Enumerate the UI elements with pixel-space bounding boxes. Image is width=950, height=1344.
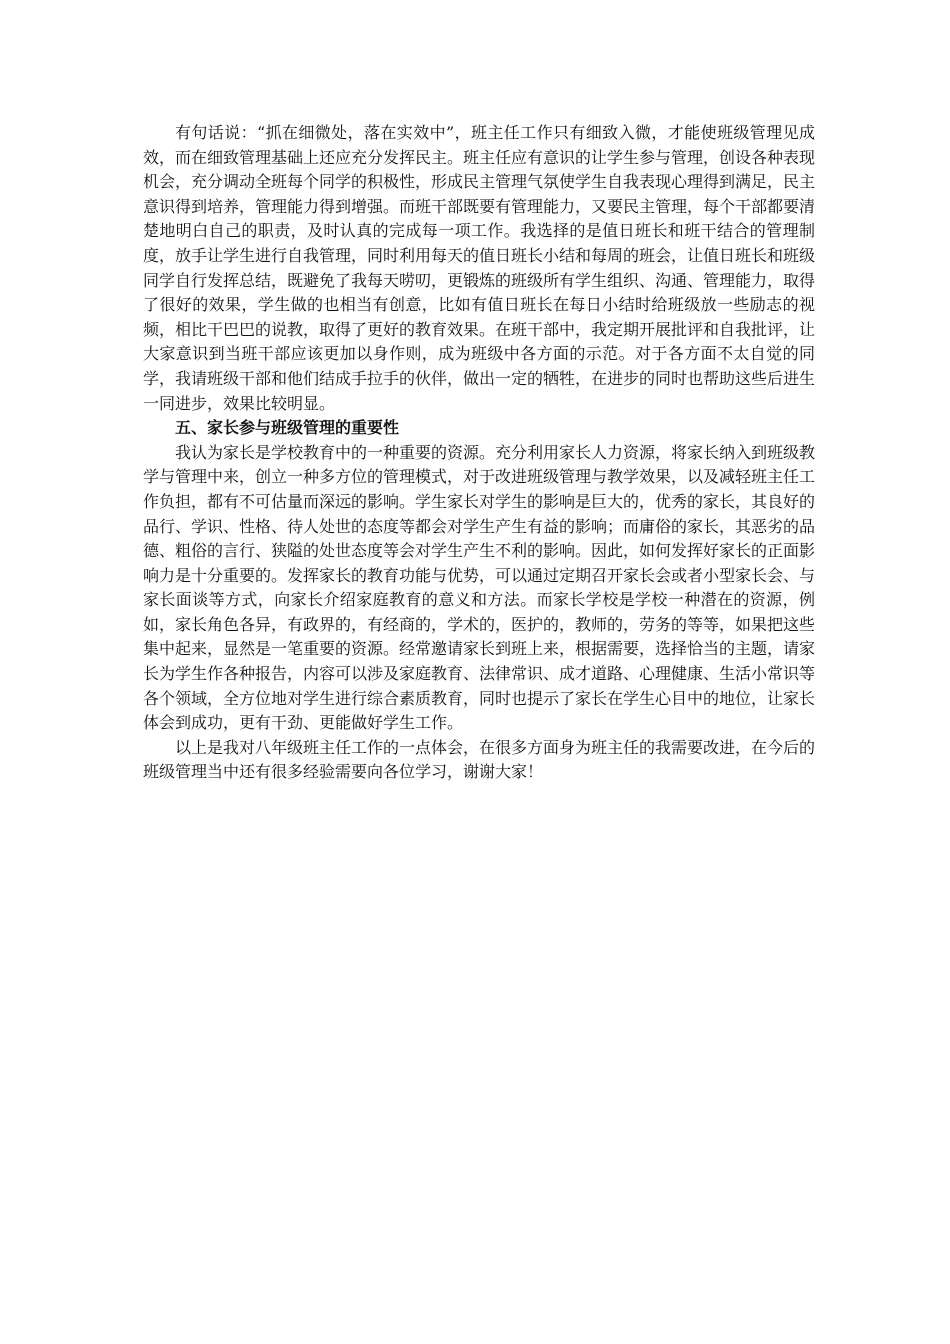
document-body — [143, 121, 815, 785]
paragraph-class-cadre-management: 有句话说：“抓在细微处，落在实效中”，班主任工作只有细致入微，才能使班级管理见成效，而在细致管理基础上还应充分发挥民主。班主任应有意识的让学生参与管理，创设各种表现机会，充分调动全班每个同学的积极性，形成民主管理气氛使学生自我表现心理得到满足，民主意识得到培养，管理能力得到增强。而班干部既要有管理能力，又要民主管理，每个干部都要清楚地明白自己的职责，及时认真的完成每一项工作。我选择的是值日班长和班干结合的管理制度，放手让学生进行自我管理，同时利用每天的值日班长小结和每周的班会，让值日班长和班级同学自行发挥总结，既避免了我每天唠叨，更锻炼的班级所有学生组织、沟通、管理能力，取得了很好的效果，学生做的也相当有创意，比如有值日班长在每日小结时给班级放一些励志的视频，相比干巴巴的说教，取得了更好的教育效果。在班干部中，我定期开展批评和自我批评，让大家意识到当班干部应该更加以身作则，成为班级中各方面的示范。对于各方面不太自觉的同学，我请班级干部和他们结成手拉手的伙伴，做出一定的牺牲，在进步的同时也帮助这些后进生一同进步，效果比较明显。 — [143, 123, 816, 413]
paragraph-closing: 以上是我对八年级班主任工作的一点体会，在很多方面身为班主任的我需要改进，在今后的班级管理当中还有很多经验需要向各位学习，谢谢大家！ — [143, 737, 816, 782]
paragraph-parents-as-resource: 我认为家长是学校教育中的一种重要的资源。充分利用家长人力资源，将家长纳入到班级教学与管理中来，创立一种多方位的管理模式，对于改进班级管理与教学效果，以及减轻班主任工作负担，都有不可估量而深远的影响。学生家长对学生的影响是巨大的，优秀的家长，其良好的品行、学识、性格、待人处世的态度等都会对学生产生有益的影响；而庸俗的家长，其恶劣的品德、粗俗的言行、狭隘的处世态度等会对学生产生不利的影响。因此，如何发挥好家长的正面影响力是十分重要的。发挥家长的教育功能与优势，可以通过定期召开家长会或者小型家长会、与家长面谈等方式，向家长介绍家庭教育的意义和方法。而家长学校是学校一种潜在的资源，例如，家长角色各异，有政界的，有经商的，学术的，医护的，教师的，劳务的等等，如果把这些集中起来，显然是一笔重要的资源。经常邀请家长到班上来，根据需要，选择恰当的主题，请家长为学生作各种报告，内容可以涉及家庭教育、法律常识、成才道路、心理健康、生活小常识等各个领域，全方位地对学生进行综合素质教育，同时也提示了家长在学生心目中的地位，让家长体会到成功，更有干劲、更能做好学生工作。 — [143, 442, 816, 733]
section-heading-parent-participation: 五、家长参与班级管理的重要性 — [175, 418, 400, 438]
